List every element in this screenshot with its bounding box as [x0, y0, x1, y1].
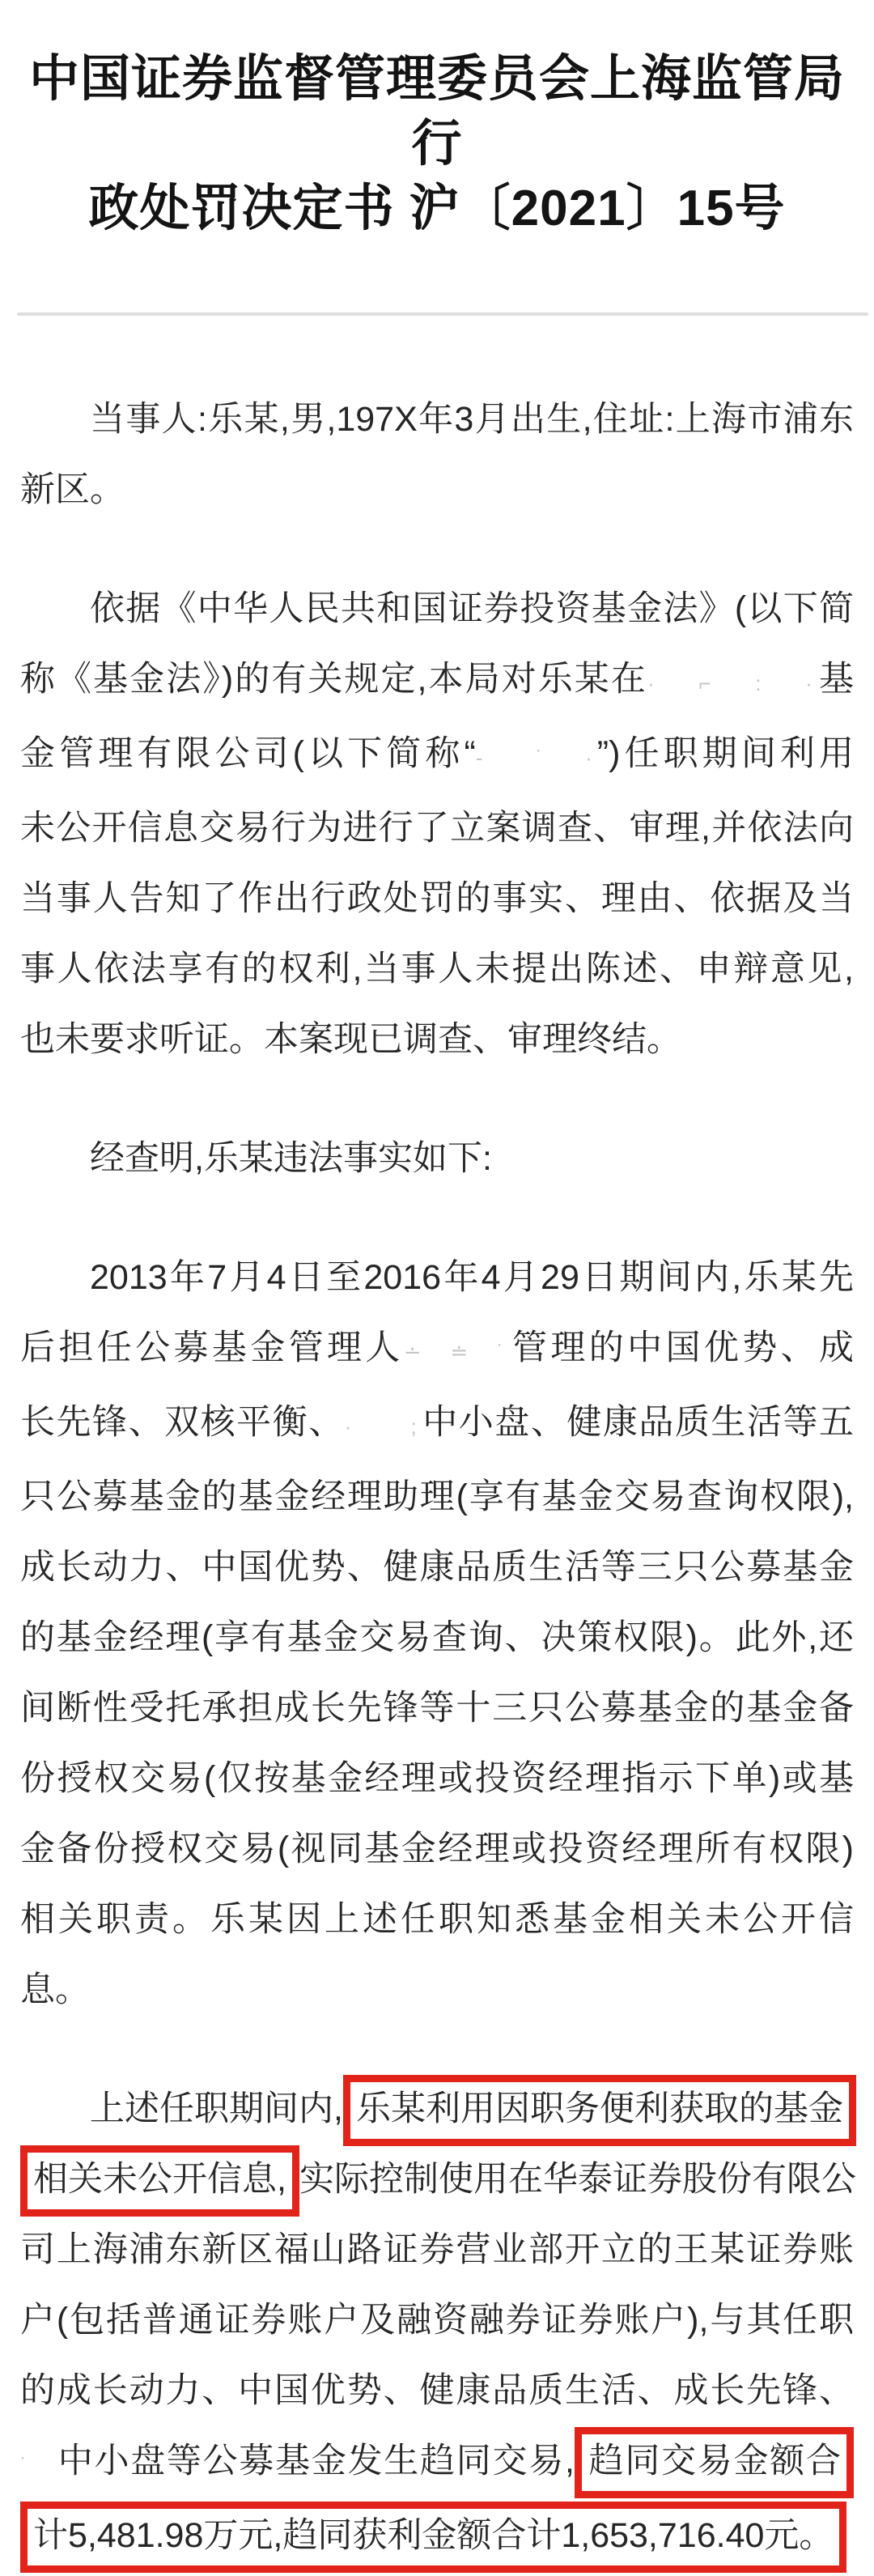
text-line — [20, 385, 854, 455]
paragraph — [20, 1243, 854, 2026]
text-line — [20, 1124, 854, 1194]
text-segment: 金管理有限公司(以下简称“ — [20, 734, 476, 773]
highlighted-text: 相关未公开信息, — [20, 2145, 299, 2217]
text-line — [20, 1955, 854, 2026]
text-line — [20, 793, 854, 864]
title-line-1: 中国证券监督管理委员会上海监管局行 — [28, 51, 845, 172]
text-line — [20, 1243, 854, 1313]
text-segment: 相关职责。乐某因上述任职知悉基金相关未公开信 — [20, 1900, 854, 1939]
document-body — [20, 385, 854, 2571]
text-segment: 实际控制使用在华泰证券股份有限公 — [299, 2160, 856, 2199]
text-segment: 经查明,乐某违法事实如下: — [90, 1139, 492, 1178]
text-line — [20, 1885, 854, 1955]
document-title — [23, 47, 851, 241]
highlighted-text: 计5,481.98万元,趋同获利金额合计1,653,716.40元。 — [20, 2502, 846, 2573]
text-line — [20, 864, 854, 934]
text-segment: 司上海浦东新区福山路证券营业部开立的王某证券账 — [20, 2230, 854, 2269]
text-segment: 中小盘、健康品质生活等五 — [421, 1403, 855, 1442]
text-segment: 息。 — [20, 1970, 90, 2009]
text-segment: 间断性受托承担成长先锋等十三只公募基金的基金备 — [20, 1689, 854, 1728]
text-segment: 也未要求听证。本案现已调查、审理终结。 — [20, 1020, 681, 1059]
text-line — [20, 1532, 854, 1603]
text-segment: 管理的中国优势、成 — [508, 1328, 855, 1367]
paragraph — [20, 574, 854, 1075]
text-segment: 称《基金法》)的有关规定,本局对乐某在 — [20, 660, 647, 699]
text-segment: 后担任公募基金管理人 — [20, 1328, 404, 1367]
text-line — [20, 1744, 854, 1814]
text-segment: ”)任职期间利用 — [596, 734, 855, 773]
redaction-gap: · ; — [344, 1414, 422, 1439]
text-line — [20, 1814, 854, 1885]
text-line — [20, 2215, 854, 2285]
text-segment: 成长动力、中国优势、健康品质生活等三只公募基金 — [20, 1548, 854, 1587]
text-segment: 户(包括普通证券账户及融资融券证券账户),与其任职 — [20, 2301, 854, 2340]
highlighted-text: 乐某利用因职务便利获取的基金 — [343, 2075, 856, 2146]
text-line — [20, 455, 854, 525]
text-segment: 长先锋、双核平衡、 — [20, 1403, 345, 1442]
text-segment: 的基金经理(享有基金交易查询、决策权限)。此外,还 — [20, 1618, 854, 1657]
text-segment: 中小盘等公募基金发生趋同交易, — [57, 2442, 575, 2480]
title-line-2: 政处罚决定书 沪〔2021〕15号 — [88, 181, 786, 236]
text-line — [20, 574, 854, 644]
text-line — [20, 1603, 854, 1673]
text-line — [20, 2285, 854, 2356]
text-segment: 基 — [817, 660, 854, 699]
text-line — [20, 2426, 854, 2501]
text-line — [20, 1005, 854, 1075]
text-line — [20, 1673, 854, 1744]
text-segment: 份授权交易(仅按基金经理或投资经理指示下单)或基 — [20, 1759, 854, 1798]
text-segment: 的成长动力、中国优势、健康品质生活、成长先锋、 — [20, 2371, 854, 2410]
redaction-gap: - ˙· — [475, 746, 597, 770]
text-segment: 只公募基金的基金经理助理(享有基金交易查询权限), — [20, 1477, 854, 1516]
text-line — [20, 719, 854, 793]
paragraph — [20, 1124, 854, 1194]
text-segment: 金备份授权交易(视同基金经理或投资经理所有权限) — [20, 1830, 854, 1868]
text-line — [20, 2501, 854, 2571]
text-line — [20, 1313, 854, 1388]
text-line — [20, 1388, 854, 1462]
paragraph — [20, 385, 854, 525]
text-segment: 当事人:乐某,男,197X年3月出生,住址:上海市浦东 — [90, 400, 854, 439]
text-line — [20, 2356, 854, 2426]
highlighted-text: 趋同交易金额合 — [575, 2427, 854, 2498]
text-segment: 依据《中华人民共和国证券投资基金法》(以下简 — [90, 589, 854, 628]
text-segment: 新区。 — [20, 470, 125, 509]
text-line — [20, 1462, 854, 1532]
text-line — [20, 934, 854, 1005]
redaction-gap: · ⌐ : · — [647, 671, 817, 695]
text-line — [20, 2074, 854, 2145]
text-segment: 事人依法享有的权利,当事人未提出陈述、申辩意见, — [20, 950, 854, 988]
text-line — [20, 2145, 854, 2215]
title-divider — [17, 312, 868, 316]
redaction-gap: ˙ — [20, 2453, 32, 2477]
paragraph — [20, 2074, 854, 2571]
text-segment: 2013年7月4日至2016年4月29日期间内,乐某先 — [90, 1258, 854, 1297]
text-line — [20, 644, 854, 719]
text-segment: 当事人告知了作出行政处罚的事实、理由、依据及当 — [20, 879, 854, 918]
penalty-decision-document — [0, 47, 874, 2576]
redaction-gap: ∸ ≐ ˙ — [403, 1340, 509, 1364]
text-segment: 上述任职期间内, — [90, 2089, 343, 2128]
text-segment: 未公开信息交易行为进行了立案调查、审理,并依法向 — [20, 809, 854, 848]
